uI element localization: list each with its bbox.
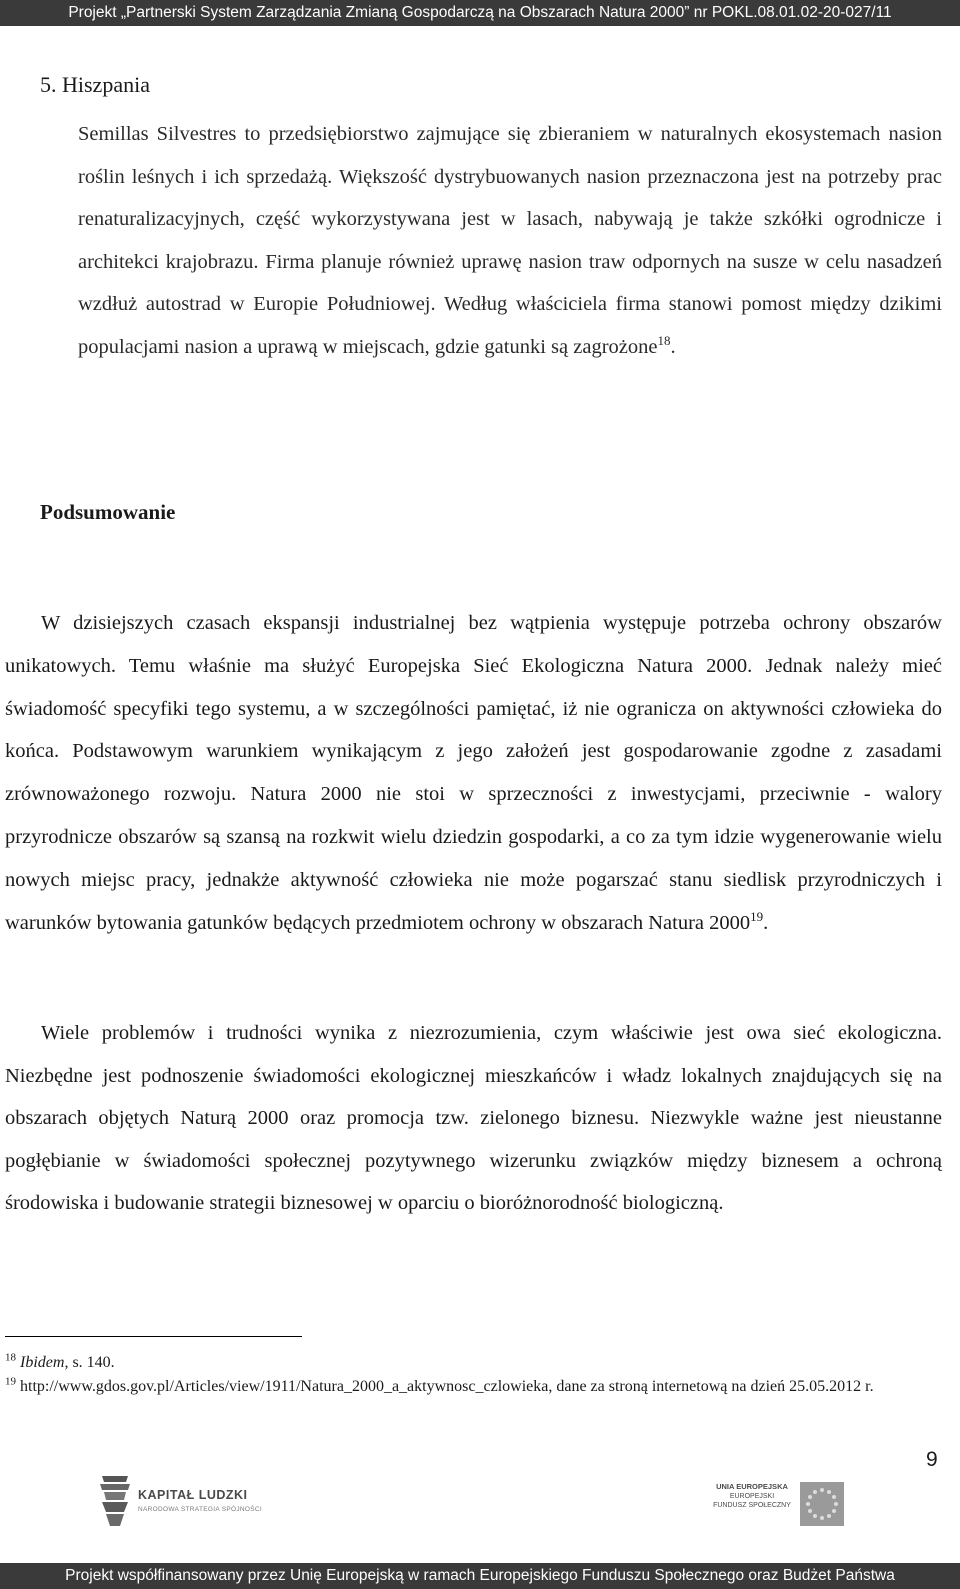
footnote-separator xyxy=(5,1336,302,1337)
efs-label-2: FUNDUSZ SPOŁECZNY xyxy=(713,1502,791,1509)
footnote-ref-19[interactable]: 19 xyxy=(750,908,764,924)
eu-efs-logo xyxy=(712,1478,852,1538)
page-footer: Projekt współfinansowany przez Unię Europejską w ramach Europejskiego Funduszu Społecznego oraz Budżet Państwa xyxy=(0,1563,960,1589)
section-paragraph-text: Semillas Silvestres to przedsiębiorstwo zajmujące się zbieraniem w naturalnych ekosystemach nasion roślin leśnych i ich sprzedażą. Większość dystrybuowanych nasion przeznaczona jest na potrzeby prac renaturalizacyjnych, część wykorzystywana jest w lasach, nabywają je także szkółki ogrodnicze i architekci krajobrazu. Firma planuje również uprawę nasion traw odpornych na susze w celu nasadzeń wzdłuż autostrad w Europie Południowej. Według właściciela firma stanowi pomost między dzikimi populacjami nasion a uprawą w miejscach, gdzie gatunki są zagrożone xyxy=(78,123,942,358)
kapital-ludzki-subtitle: NARODOWA STRATEGIA SPÓJNOŚCI xyxy=(138,1506,262,1513)
footnote-19 xyxy=(5,1375,943,1398)
summary-paragraph-1 xyxy=(5,602,942,944)
summary-paragraph-1-end: . xyxy=(763,911,769,934)
summary-heading: Podsumowanie xyxy=(40,500,176,524)
page-header: Projekt „Partnerski System Zarządzania Zmianą Gospodarczą na Obszarach Natura 2000” nr POKL.08.01.02-20-027/11 xyxy=(0,0,960,26)
eu-efs-text xyxy=(712,1482,792,1510)
footnote-number: 19 xyxy=(5,1375,16,1388)
footnote-italic-text: Ibidem xyxy=(20,1354,65,1371)
eu-label: UNIA EUROPEJSKA xyxy=(716,1482,788,1491)
footnote-text: , s. 140. xyxy=(64,1354,115,1371)
page-number: 9 xyxy=(926,1448,938,1471)
kapital-ludzki-emblem-icon xyxy=(98,1474,132,1530)
footnote-number: 18 xyxy=(5,1351,16,1364)
section-paragraph xyxy=(78,113,942,369)
kapital-ludzki-logo xyxy=(98,1472,262,1534)
footnote-link-text[interactable]: http://www.gdos.gov.pl/Articles/view/1911/Natura_2000_a_aktywnosc_czlowieka, dane za stroną internetową na dzień 25.05.2012 r. xyxy=(20,1378,874,1395)
eu-flag-icon xyxy=(800,1482,844,1526)
footnote-ref-18[interactable]: 18 xyxy=(657,333,671,349)
section-paragraph-end: . xyxy=(670,335,676,358)
kapital-ludzki-name: KAPITAŁ LUDZKI xyxy=(138,1488,248,1502)
section-title: 5. Hiszpania xyxy=(40,72,150,97)
footnote-18 xyxy=(5,1351,605,1374)
summary-paragraph-1-text: W dzisiejszych czasach ekspansji industrialnej bez wątpienia występuje potrzeba ochrony obszarów unikatowych. Temu właśnie ma służyć Europejska Sieć Ekologiczna Natura 2000. Jednak należy mieć świadomość specyfiki tego systemu, a w szczególności pamiętać, iż nie ogranicza on aktywności człowieka do końca. Podstawowym warunkiem wynikającym z jego założeń jest gospodarowanie zgodne z zasadami zrównoważonego rozwoju. Natura 2000 nie stoi w sprzeczności z inwestycjami, przeciwnie - walory przyrodnicze obszarów są szansą na rozkwit wielu dziedzin gospodarki, a co za tym idzie wygenerowanie wielu nowych miejsc pracy, jednakże aktywność człowieka nie może pogarszać stanu siedlisk przyrodniczych i warunków bytowania gatunków będących przedmiotem ochrony w obszarach Natura 2000 xyxy=(5,612,942,934)
summary-paragraph-2: Wiele problemów i trudności wynika z niezrozumienia, czym właściwie jest owa sieć ekologiczna. Niezbędne jest podnoszenie świadomości ekologicznej mieszkańców i władz lokalnych znajdujących się na obszarach objętych Naturą 2000 oraz promocja tzw. zielonego biznesu. Niezwykle ważne jest nieustanne pogłębianie w świadomości społecznej pozytywnego wizerunku związków między biznesem a ochroną środowiska i budowanie strategii biznesowej w oparciu o bioróżnorodność biologiczną. xyxy=(5,1022,942,1215)
efs-label-1: EUROPEJSKI xyxy=(729,1493,775,1500)
